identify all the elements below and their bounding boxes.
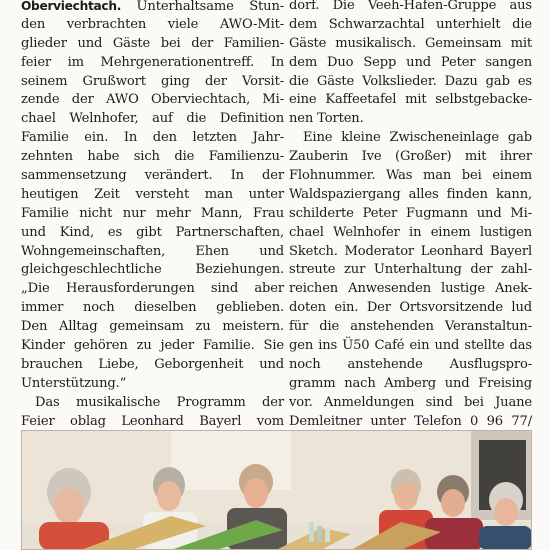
article-column-left bbox=[21, 0, 284, 450]
article-column-right bbox=[289, 0, 532, 450]
text-line: gramm nach Amberg und Freising bbox=[289, 375, 532, 391]
text-line: und Kind, es gibt Partnerschaften, bbox=[21, 224, 284, 240]
text-line: reichen Anwesenden lustige Anek- bbox=[289, 281, 532, 297]
text-line: immer noch dieselben geblieben. bbox=[21, 300, 284, 316]
text-line: für die anstehenden Veranstaltun- bbox=[289, 319, 532, 335]
text-line: eine Kaffeetafel mit selbstgebacke- bbox=[289, 92, 532, 108]
text-line: dem Schwarzachtal unterhielt die bbox=[289, 16, 532, 32]
text-line: streute zur Unterhaltung der zahl- bbox=[289, 262, 532, 278]
text-line: feier im Mehrgenerationentreff. In bbox=[21, 54, 284, 70]
text-line: Zauberin Ive (Großer) mit ihrer bbox=[289, 149, 532, 165]
text-line: Gäste musikalisch. Gemeinsam mit bbox=[289, 35, 532, 51]
text-line: „Die Herausforderungen sind aber bbox=[21, 281, 284, 297]
text-line: Demleitner unter Telefon 0 96 77/ bbox=[289, 413, 532, 429]
text-line: Waldspaziergang alles finden kann, bbox=[289, 186, 532, 202]
text-line: Kinder gehören zu jeder Familie. Sie bbox=[21, 338, 284, 354]
event-photo bbox=[21, 430, 532, 550]
text-line: schilderte Peter Fugmann und Mi- bbox=[289, 205, 532, 221]
text-line-cont: Unterhaltsame Stun- bbox=[121, 0, 284, 14]
text-line: gleichgeschlechtliche Beziehungen. bbox=[21, 262, 284, 278]
text-line: Flohnummer. Was man bei einem bbox=[289, 168, 532, 184]
text-line: die Gäste Volkslieder. Dazu gab es bbox=[289, 73, 532, 89]
text-line: Feier oblag Leonhard Bayerl vom bbox=[21, 413, 284, 429]
text-line: Sketch. Moderator Leonhard Bayerl bbox=[289, 243, 532, 259]
text-line: glieder und Gäste bei der Familien- bbox=[21, 35, 284, 51]
text-line: zehnten habe sich die Familienzu- bbox=[21, 149, 284, 165]
text-line: Das musikalische Programm der bbox=[35, 394, 284, 410]
text-line: Familie nicht nur mehr Mann, Frau bbox=[21, 205, 284, 221]
text-line: heutigen Zeit versteht man unter bbox=[21, 186, 284, 202]
text-line: Den Alltag gemeinsam zu meistern. bbox=[21, 319, 284, 335]
lead-place: Oberviechtach. bbox=[21, 0, 122, 13]
text-line: nen Torten. bbox=[289, 111, 364, 127]
text-line: Wohngemeinschaften, Ehen und bbox=[21, 243, 284, 259]
text-line: dorf. Die Veeh-Hafen-Gruppe aus bbox=[289, 0, 532, 13]
text-line: brauchen Liebe, Geborgenheit und bbox=[21, 356, 284, 372]
text-line: seinem Grußwort ging der Vorsit- bbox=[21, 73, 284, 89]
text-line: den verbrachten viele AWO-Mit- bbox=[21, 16, 284, 32]
event-photo-illustration bbox=[21, 430, 532, 550]
text-line: gen ins Ü50 Café ein und stellte das bbox=[289, 338, 532, 354]
text-line: chael Welnhofer, auf die Definition bbox=[21, 111, 284, 127]
text-line: Eine kleine Zwischeneinlage gab bbox=[303, 130, 532, 146]
text-line: doten ein. Der Ortsvorsitzende lud bbox=[289, 300, 532, 316]
text-line: Familie ein. In den letzten Jahr- bbox=[21, 130, 284, 146]
text-line: noch anstehende Ausflugspro- bbox=[289, 356, 532, 372]
text-line: vor. Anmeldungen sind bei Juane bbox=[289, 394, 532, 410]
text-line: zende der AWO Oberviechtach, Mi- bbox=[21, 92, 284, 108]
text-line bbox=[21, 0, 284, 16]
text-line: sammensetzung verändert. In der bbox=[21, 168, 284, 184]
text-line: Unterstützung.“ bbox=[21, 375, 127, 391]
text-line: chael Welnhofer in einem lustigen bbox=[289, 224, 532, 240]
text-line: dem Duo Sepp und Peter sangen bbox=[289, 54, 532, 70]
